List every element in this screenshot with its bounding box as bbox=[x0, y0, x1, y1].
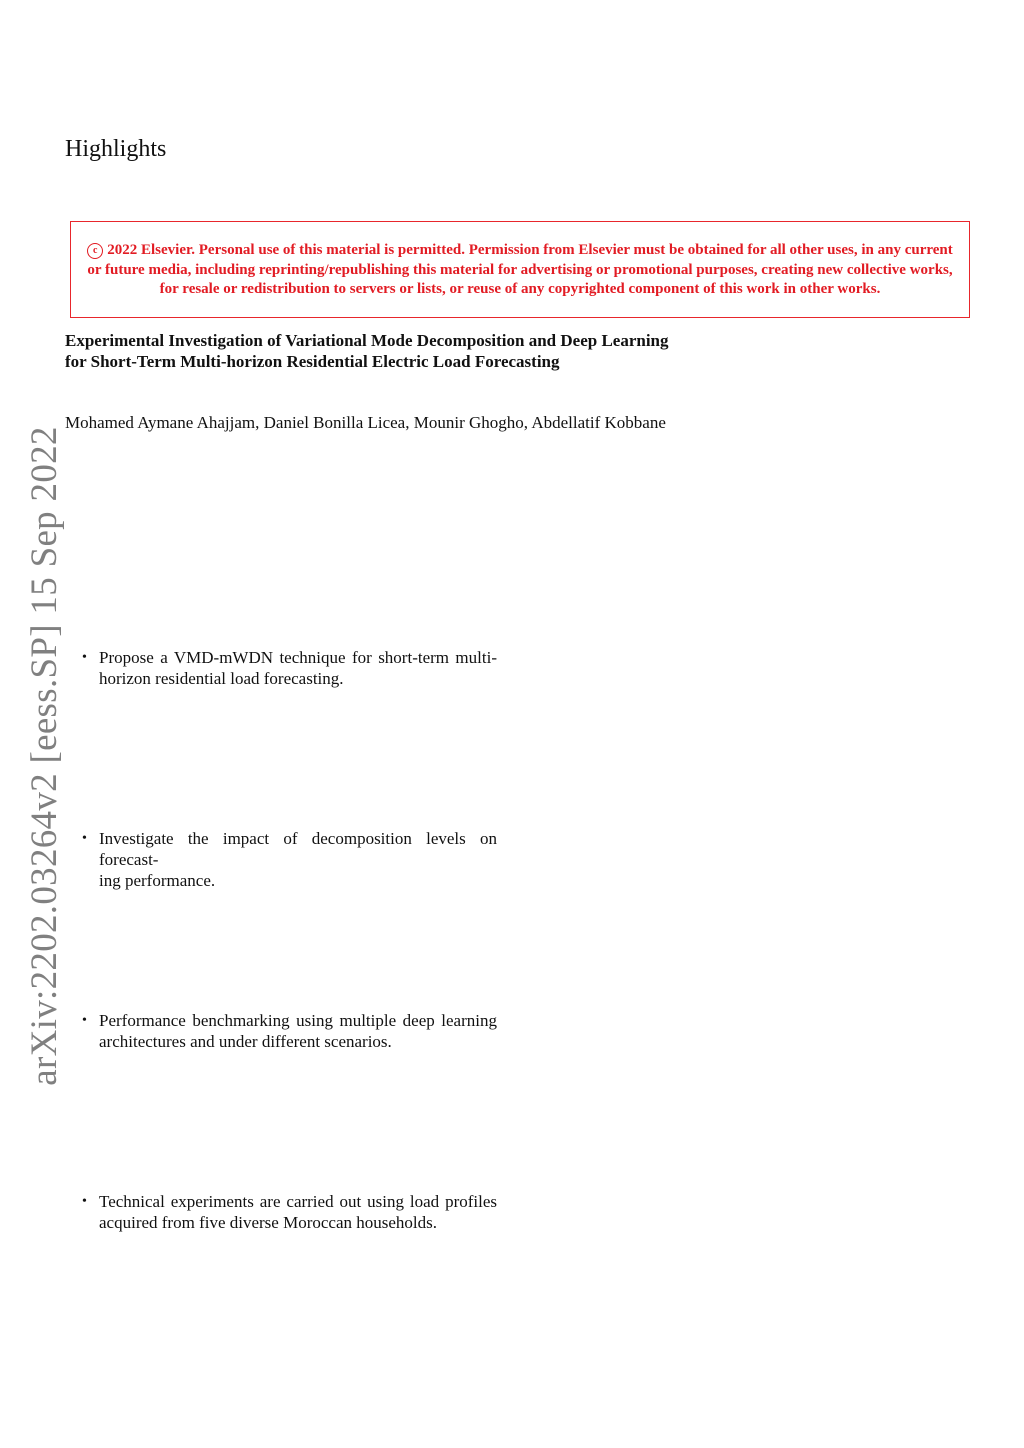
highlight-line-2: acquired from five diverse Moroccan households. bbox=[99, 1213, 437, 1232]
highlight-line-2: ing performance. bbox=[99, 871, 216, 890]
bullet-icon: • bbox=[82, 1013, 87, 1028]
highlight-line-1: Technical experiments are carried out using load profiles bbox=[99, 1192, 497, 1211]
paper-title bbox=[65, 330, 765, 372]
highlight-line-1: Investigate the impact of decomposition levels on forecast- bbox=[99, 829, 497, 869]
copyright-line-3: for resale or redistribution to servers or lists, or reuse of any copyrighted component of this work in other works. bbox=[159, 281, 881, 297]
highlight-line-2: horizon residential load forecasting. bbox=[99, 669, 344, 688]
highlight-item bbox=[82, 1010, 497, 1052]
highlight-text bbox=[99, 828, 497, 891]
copyright-line-1 bbox=[71, 241, 969, 261]
paper-authors: Mohamed Aymane Ahajjam, Daniel Bonilla Licea, Mounir Ghogho, Abdellatif Kobbane bbox=[65, 413, 666, 432]
paper-title-line-2: for Short-Term Multi-horizon Residential Electric Load Forecasting bbox=[65, 352, 560, 371]
highlight-item bbox=[82, 828, 497, 891]
highlight-line-1: Propose a VMD-mWDN technique for short-term multi- bbox=[99, 648, 497, 667]
section-heading: Highlights bbox=[65, 136, 167, 162]
copyright-text-1: 2022 Elsevier. Personal use of this material is permitted. Permission from Elsevier must be obtained for all other uses, in any current bbox=[107, 242, 953, 258]
highlight-line-1: Performance benchmarking using multiple deep learning bbox=[99, 1011, 497, 1030]
paper-title-line-1: Experimental Investigation of Variational Mode Decomposition and Deep Learning bbox=[65, 331, 669, 350]
highlight-item bbox=[82, 1191, 497, 1233]
highlight-line-2: architectures and under different scenarios. bbox=[99, 1032, 392, 1051]
highlight-text bbox=[99, 647, 497, 689]
highlight-text bbox=[99, 1191, 497, 1233]
bullet-icon: • bbox=[82, 650, 87, 665]
highlight-text bbox=[99, 1010, 497, 1052]
bullet-icon: • bbox=[82, 1194, 87, 1209]
arxiv-identifier-stamp: arXiv:2202.03264v2 [eess.SP] 15 Sep 2022 bbox=[24, 426, 65, 1086]
highlight-item bbox=[82, 647, 497, 689]
copyright-line-2: or future media, including reprinting/republishing this material for advertising or promotional purposes, creating new collective works, bbox=[87, 261, 953, 278]
bullet-icon: • bbox=[82, 831, 87, 846]
copyright-symbol-icon: c bbox=[87, 243, 103, 259]
copyright-notice bbox=[70, 221, 970, 318]
